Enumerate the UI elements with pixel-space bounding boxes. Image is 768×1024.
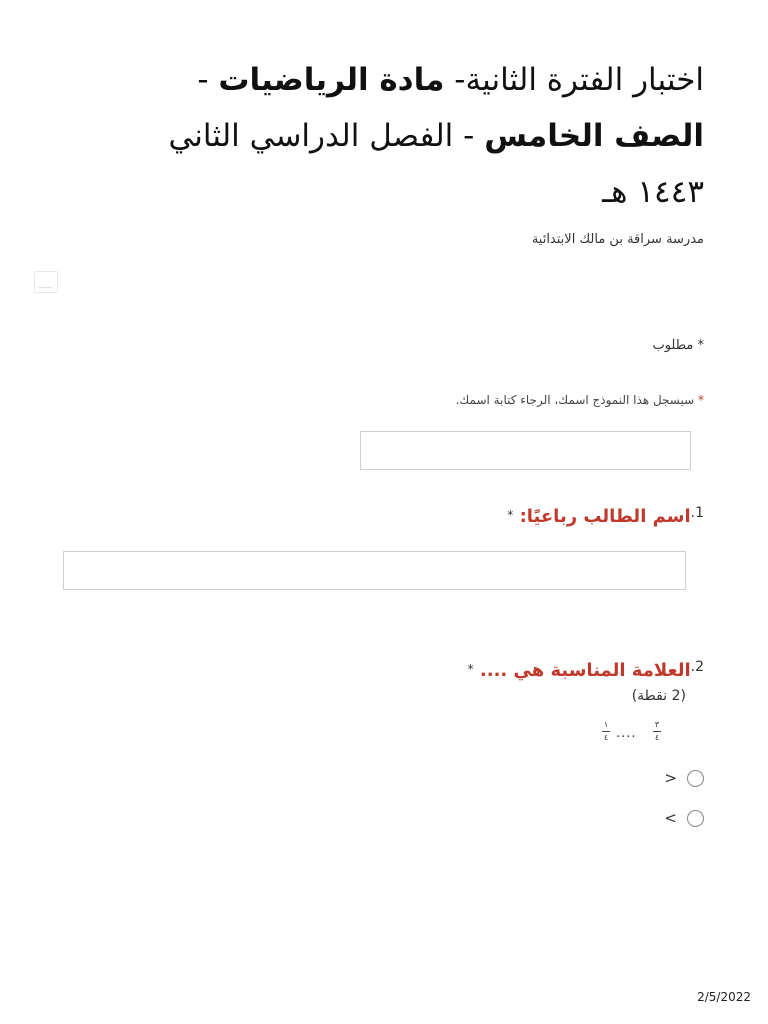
- title-text-2: -: [197, 62, 219, 98]
- option-label: <: [664, 769, 677, 787]
- radio-button[interactable]: [687, 770, 704, 787]
- option-greater-than[interactable]: [664, 808, 704, 828]
- question-1-title: [507, 506, 704, 527]
- title-bold-subject: مادة الرياضيات: [218, 62, 445, 98]
- fraction-left: [602, 720, 610, 743]
- question-2-number: 2.: [690, 659, 704, 675]
- school-name: مدرسة سراقة بن مالك الابتدائية: [531, 232, 704, 247]
- title-text-1: اختبار الفترة الثانية-: [444, 62, 704, 98]
- option-label: >: [664, 809, 677, 827]
- required-star: *: [698, 393, 704, 407]
- fraction-left-bar: [602, 731, 610, 732]
- fraction-right-bar: [653, 731, 661, 732]
- print-date: 2/5/2022: [697, 990, 751, 1004]
- title-text-3: - الفصل الدراسي الثاني ١٤٤٣ هـ: [168, 118, 704, 210]
- fraction-right: [653, 720, 661, 743]
- fraction-left-denominator: ٤: [603, 733, 609, 742]
- image-placeholder-icon: [34, 271, 58, 293]
- question-1-required-star: *: [507, 508, 514, 522]
- question-2-title: [468, 660, 704, 681]
- question-1-number: 1.: [690, 505, 704, 521]
- respondent-name-input[interactable]: [360, 431, 691, 470]
- fraction-right-numerator: ٣: [654, 720, 660, 729]
- fraction-left-numerator: ١: [603, 720, 609, 729]
- option-less-than[interactable]: [664, 768, 704, 788]
- question-2-text: العلامة المناسبة هي ....: [479, 660, 691, 681]
- comparison-dots: ....: [616, 726, 637, 741]
- title-bold-grade: الصف الخامس: [484, 118, 704, 154]
- radio-button[interactable]: [687, 810, 704, 827]
- student-full-name-input[interactable]: [63, 551, 686, 590]
- question-2-points: (2 نقطة): [631, 688, 686, 704]
- required-note: * مطلوب: [652, 338, 704, 353]
- fraction-right-denominator: ٤: [654, 733, 660, 742]
- fraction-comparison: [598, 718, 668, 750]
- question-2-required-star: *: [467, 662, 474, 676]
- name-prompt-text: سيسجل هذا النموذج اسمك، الرجاء كتابة اسمك.: [455, 393, 695, 407]
- form-title: [124, 52, 704, 220]
- question-1-text: اسم الطالب رباعيًا:: [519, 506, 691, 527]
- name-prompt: [456, 393, 704, 407]
